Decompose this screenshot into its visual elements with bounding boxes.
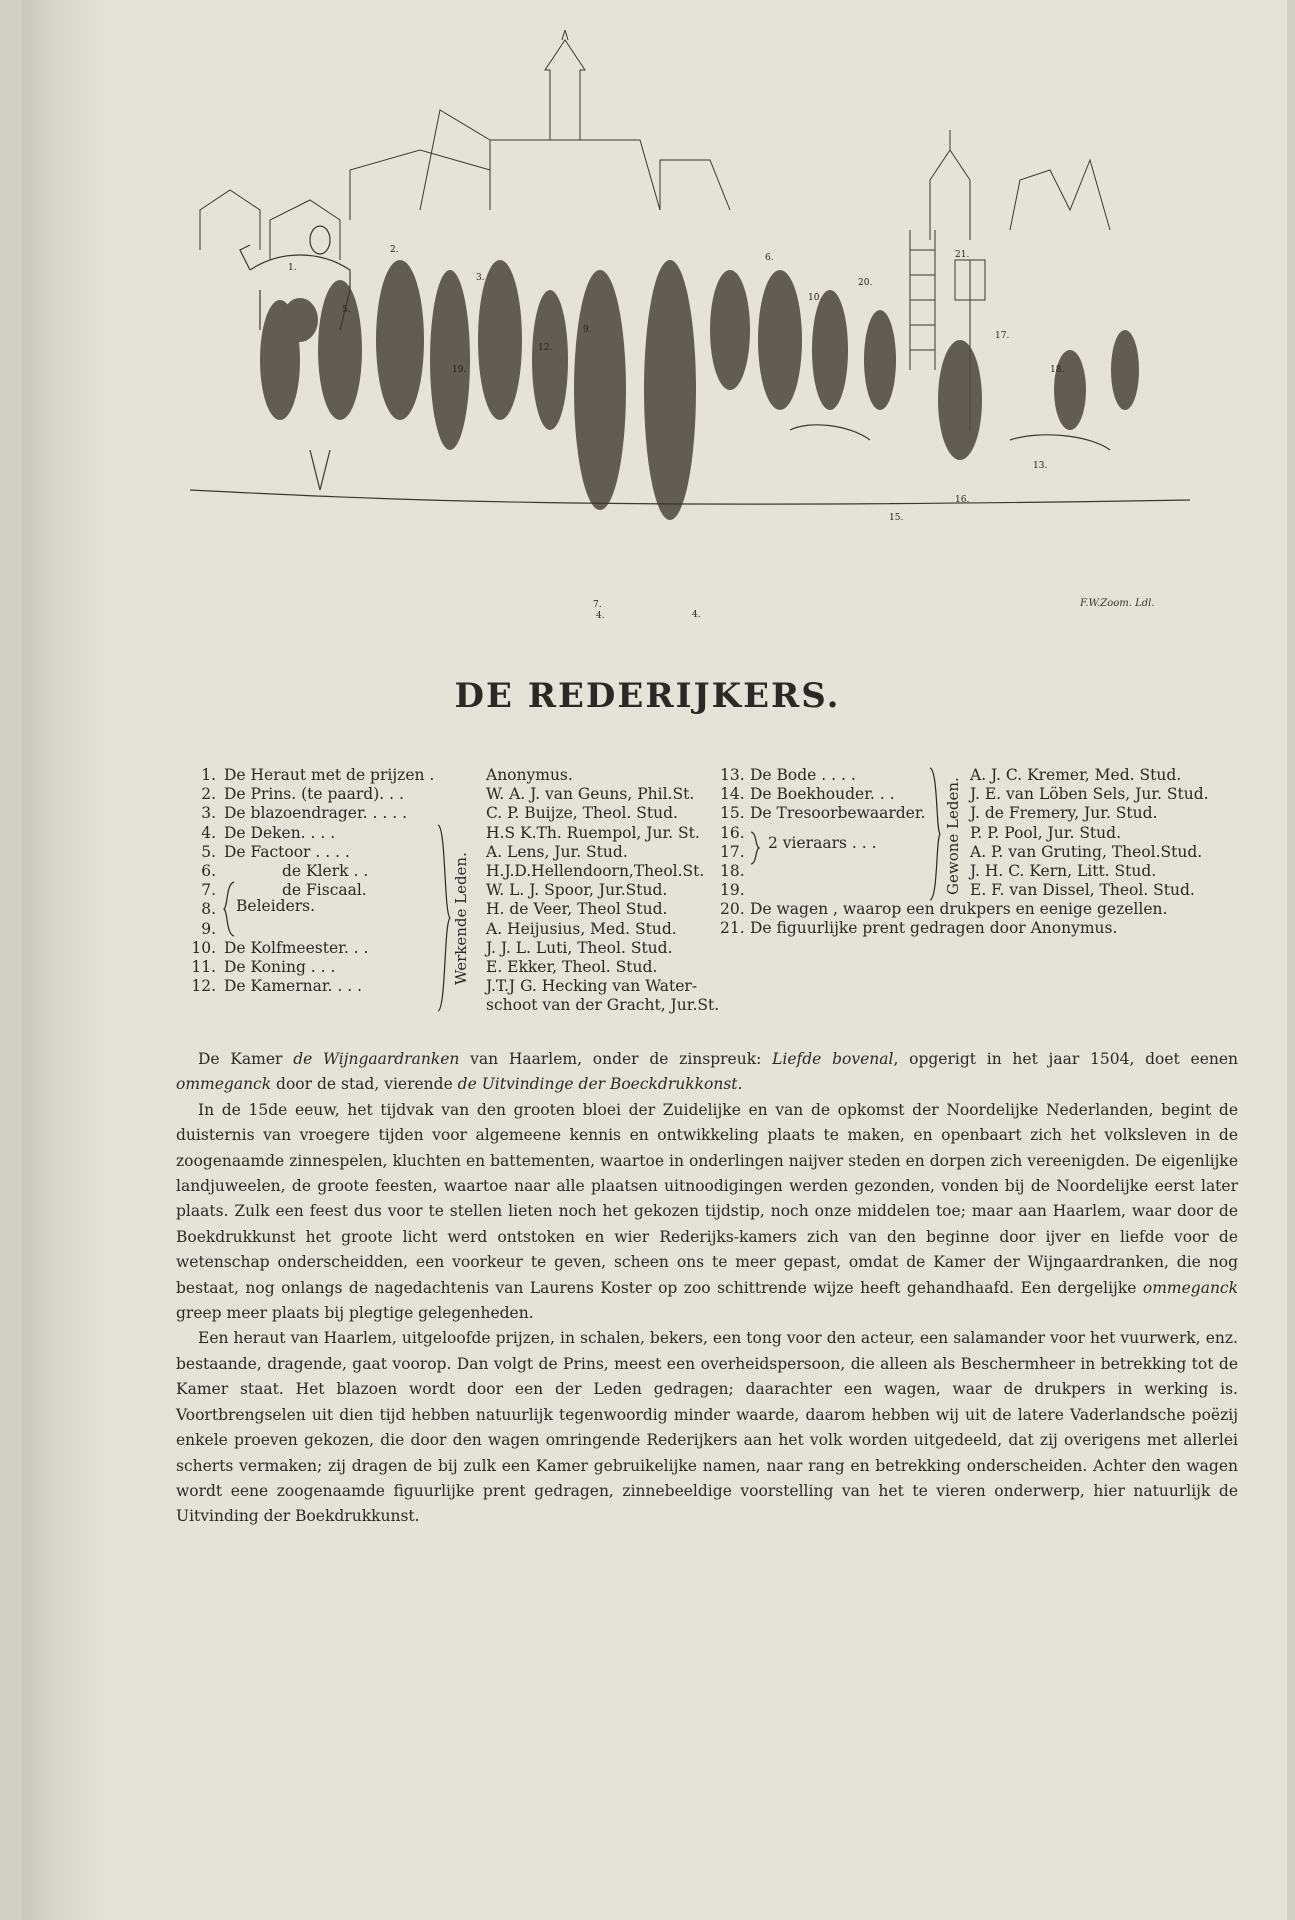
paragraph-3: Een heraut van Haarlem, uitgeloofde prijzen, in schalen, bekers, een tong voor den acteur, een salamander voor het vuurwerk, enz. bestaande, dragende, gaat voorop. Dan volgt de Prins, meest een overheidspersoon, die alleen als Beschermheer in betrekking tot de Kamer staat. Het blazoen wordt door een der Leden gedragen; daarachter een wagen, waar de drukpers in werking is. Voortbrengselen uit dien tijd hebben natuurlijk tegenwoordig minder waarde, daarom hebben wij uit de latere Vaderlandsche poëzij enkele proeven gekozen, die door den wagen omringende Rederijkers aan het volk worden uitgedeeld, dat zij overigens met allerlei scherts vermaken; zij dragen de bij zulk een Kamer gebruikelijke namen, naar rang en betrekking onderscheiden. Achter den wagen wordt eene zoogenaamde figuurlijke prent gedragen, zinnebeeldige voorstelling van het te vieren onderwerp, hier natuurlijk de Uitvinding der Boekdrukkunst. xyxy=(176,1329,1238,1526)
legend-name: A. J. C. Kremer, Med. Stud. xyxy=(970,766,1182,784)
figure-label: 12. xyxy=(538,343,553,353)
legend-role: de Klerk xyxy=(282,861,349,880)
legend-dots: . . . xyxy=(305,957,336,976)
legend-name: E. F. van Dissel, Theol. Stud. xyxy=(970,881,1195,900)
legend-row xyxy=(178,996,468,1015)
legend-dots: . . . xyxy=(332,977,363,996)
legend-number: 8. xyxy=(201,900,216,919)
legend-name-row xyxy=(486,843,716,862)
legend-number: 11. xyxy=(191,957,216,976)
paragraph-1: De Kamer de Wijngaardranken van Haarlem, onder de zinspreuk: Liefde bovenal, opgerigt in het jaar 1504, doet eenen ommeganck door de stad, vierende de Uitvindinge der Boeckdrukkonst. xyxy=(176,1050,1239,1094)
legend-number: 20. xyxy=(720,900,745,918)
legend-name: C. P. Buijze, Theol. Stud. xyxy=(486,804,678,823)
legend-role: De Bode xyxy=(750,766,817,784)
figure-label: 6. xyxy=(765,253,774,263)
legend-name: W. A. J. van Geuns, Phil.St. xyxy=(486,785,695,804)
legend-role: De Boekhouder. xyxy=(750,785,875,804)
legend-name: J. E. van Löben Sels, Jur. Stud. xyxy=(970,785,1209,804)
figure-label: 9. xyxy=(583,325,592,335)
legend-dots: . . . . xyxy=(816,766,856,784)
legend-number: 12. xyxy=(191,977,216,996)
gewone-brace xyxy=(928,766,942,902)
legend-name-row xyxy=(970,785,1250,804)
legend-name-row xyxy=(970,862,1250,881)
legend-dots: . . . xyxy=(305,823,336,842)
procession-engraving xyxy=(190,30,1190,650)
page-fold-shadow xyxy=(22,0,110,1920)
page-title: DE REDERIJKERS. xyxy=(454,676,841,716)
legend-number: 1. xyxy=(201,766,216,784)
vieraars-brace xyxy=(749,830,761,866)
legend-name: A. Heijusius, Med. Stud. xyxy=(486,919,677,938)
legend-wide xyxy=(720,900,1260,938)
legend-dots: . . . . xyxy=(310,842,350,861)
beleiders-label: Beleiders. xyxy=(236,897,316,915)
legend-number: 4. xyxy=(201,823,216,842)
legend-name: Anonymus. xyxy=(486,766,573,784)
figure-label: 16. xyxy=(955,495,970,505)
legend-role: De Prins. (te paard). xyxy=(224,785,385,804)
engraving-illustration xyxy=(190,30,1190,650)
legend-right-names xyxy=(970,766,1250,900)
legend-name-row xyxy=(486,977,716,996)
figure-label: 18. xyxy=(1050,365,1065,375)
legend-number: 16. xyxy=(720,823,745,842)
legend-name: P. P. Pool, Jur. Stud. xyxy=(970,823,1121,842)
werkende-brace xyxy=(436,823,452,1013)
legend-name-row xyxy=(970,766,1250,785)
legend-text: De wagen , waarop een drukpers en eenige gezellen. xyxy=(750,900,1168,918)
legend-name-row xyxy=(486,900,716,919)
legend-row xyxy=(720,785,950,804)
legend-name-row xyxy=(486,996,720,1015)
figure-label: 17. xyxy=(995,331,1010,341)
figure-label: 4. xyxy=(692,610,701,620)
legend-row xyxy=(720,900,1260,919)
legend-dots: . . xyxy=(348,861,369,880)
legend-number: 21. xyxy=(720,919,745,938)
figure-label: 20. xyxy=(858,278,873,288)
figure-label: 21. xyxy=(955,250,970,260)
artist-signature: F.W.Zoom. Ldl. xyxy=(1080,598,1155,609)
figure-label: 5. xyxy=(342,305,351,315)
legend-name: A. Lens, Jur. Stud. xyxy=(486,842,628,861)
legend-role: De Heraut met de prijzen xyxy=(224,766,425,784)
figure-label: 2. xyxy=(390,245,399,255)
legend-number: 3. xyxy=(201,804,216,823)
legend-name-row xyxy=(486,824,716,843)
legend-name: schoot van der Gracht, Jur.St. xyxy=(486,996,720,1015)
vieraars-label: 2 vieraars . . . xyxy=(768,834,877,852)
legend-number: 14. xyxy=(720,785,745,804)
figure-label: 13. xyxy=(1033,461,1048,471)
legend-dots: . . xyxy=(384,785,404,804)
legend-name: H.J.D.Hellendoorn,Theol.St. xyxy=(486,861,705,880)
legend-row xyxy=(178,766,468,785)
legend-name-row xyxy=(486,881,716,900)
legend-row xyxy=(178,958,468,977)
legend-name-row xyxy=(486,958,716,977)
legend-number: 13. xyxy=(720,766,745,784)
legend-number: 19. xyxy=(720,881,745,900)
legend-name: J. J. L. Luti, Theol. Stud. xyxy=(486,938,673,957)
body-text xyxy=(176,1047,1238,1530)
legend-row xyxy=(178,804,468,823)
legend-text: De figuurlijke prent gedragen door Anonymus. xyxy=(750,919,1118,938)
legend-number: 2. xyxy=(201,785,216,804)
werkende-leden-label: Werkende Leden. xyxy=(452,852,470,985)
legend-name-row xyxy=(970,843,1250,862)
legend-role: de Fiscaal. xyxy=(282,881,367,900)
figure-label: 19. xyxy=(452,365,467,375)
legend-row xyxy=(720,804,950,823)
legend-dots: . xyxy=(424,766,435,784)
legend-role: De Tresoorbewaarder. xyxy=(750,804,926,823)
legend-name: E. Ekker, Theol. Stud. xyxy=(486,957,658,976)
legend-name-row xyxy=(486,804,716,823)
legend-number: 15. xyxy=(720,804,745,823)
legend-name-row xyxy=(970,824,1250,843)
legend-row xyxy=(178,977,468,996)
legend-number: 10. xyxy=(191,938,216,957)
legend-name-row xyxy=(970,804,1250,823)
legend-number: 17. xyxy=(720,842,745,861)
legend-dots: . . xyxy=(874,785,895,804)
legend-dots: . . . . xyxy=(367,804,408,823)
legend-name: H. de Veer, Theol Stud. xyxy=(486,900,668,919)
legend-name: H.S K.Th. Ruempol, Jur. St. xyxy=(486,823,700,842)
legend-row xyxy=(720,919,1260,938)
legend-role: De Kamernar. xyxy=(224,977,333,996)
legend-role: De blazoendrager. xyxy=(224,804,368,823)
legend-role: De Factoor xyxy=(224,842,311,861)
legend-role: De Kolfmeester. xyxy=(224,938,349,957)
legend-name: W. L. J. Spoor, Jur.Stud. xyxy=(486,881,668,900)
legend-name-row xyxy=(486,920,716,939)
legend-name: J. de Fremery, Jur. Stud. xyxy=(970,804,1158,823)
legend-row xyxy=(720,881,950,900)
paragraph-2: In de 15de eeuw, het tijdvak van den grooten bloei der Zuidelijke en van de opkomst der Noordelijke Nederlanden, begint de duisternis van vroegere tijden voor algemeene kennis en ontwikkeling plaats te maken, en openbaart zich het volksleven in de zoogenaamde zinnespelen, kluchten en battementen, waartoe in onderlingen naijver steden en dorpen zich vereenigden. De eigenlijke landjuweelen, de groote feesten, waartoe naar alle plaatsen uitnoodigingen werden gezonden, vonden bij de Noordelijke eerst later plaats. Zulk een feest dus voor te stellen lieten noch het gekozen tijdstip, noch onze middelen toe; maar aan Haarlem, waar door de Boekdrukkunst het groote licht werd ontstoken en wier Rederijks-kamers zich van den beginne door ijver en liefde voor de wetenschap onderscheidden, een voorkeur te geven, scheen ons te meer gepast, omdat de Kamer der Wijngaardranken, die nog bestaat, nog onlangs de nagedachtenis van Laurens Koster op zoo schittrende wijze heeft gehandhaafd. Een dergelijke ommeganck greep meer plaats bij plegtige gelegenheden. xyxy=(176,1100,1238,1323)
legend-name-row xyxy=(486,766,716,785)
legend-name-row xyxy=(486,785,716,804)
legend-row xyxy=(720,766,950,785)
figure-label: 4. xyxy=(596,611,605,621)
figure-label: 1. xyxy=(288,263,297,273)
legend-number: 5. xyxy=(201,842,216,861)
legend-row xyxy=(178,862,468,881)
figure-label: 10. xyxy=(808,293,823,303)
legend-name-row xyxy=(970,881,1250,900)
legend-number: 6. xyxy=(201,861,216,880)
legend-row xyxy=(178,843,468,862)
gewone-leden-label: Gewone Leden. xyxy=(944,777,962,895)
legend-number: 7. xyxy=(201,881,216,900)
legend-name-row xyxy=(486,862,716,881)
figure-label: 7. xyxy=(593,600,602,610)
legend-row xyxy=(178,824,468,843)
figure-label: 15. xyxy=(889,513,904,523)
legend-name: J. H. C. Kern, Litt. Stud. xyxy=(970,861,1157,880)
legend-name: A. P. van Gruting, Theol.Stud. xyxy=(970,842,1203,861)
legend-row xyxy=(178,785,468,804)
legend-number: 18. xyxy=(720,861,745,880)
legend-number: 9. xyxy=(201,919,216,938)
legend-role: De Koning xyxy=(224,957,306,976)
legend-row xyxy=(178,939,468,958)
legend-name: J.T.J G. Hecking van Water- xyxy=(486,977,698,996)
legend-role: De Deken. xyxy=(224,823,306,842)
legend-name-row xyxy=(486,939,716,958)
legend-dots: . . xyxy=(348,938,369,957)
legend-left-names xyxy=(486,766,720,1015)
figure-label: 3. xyxy=(476,273,485,283)
